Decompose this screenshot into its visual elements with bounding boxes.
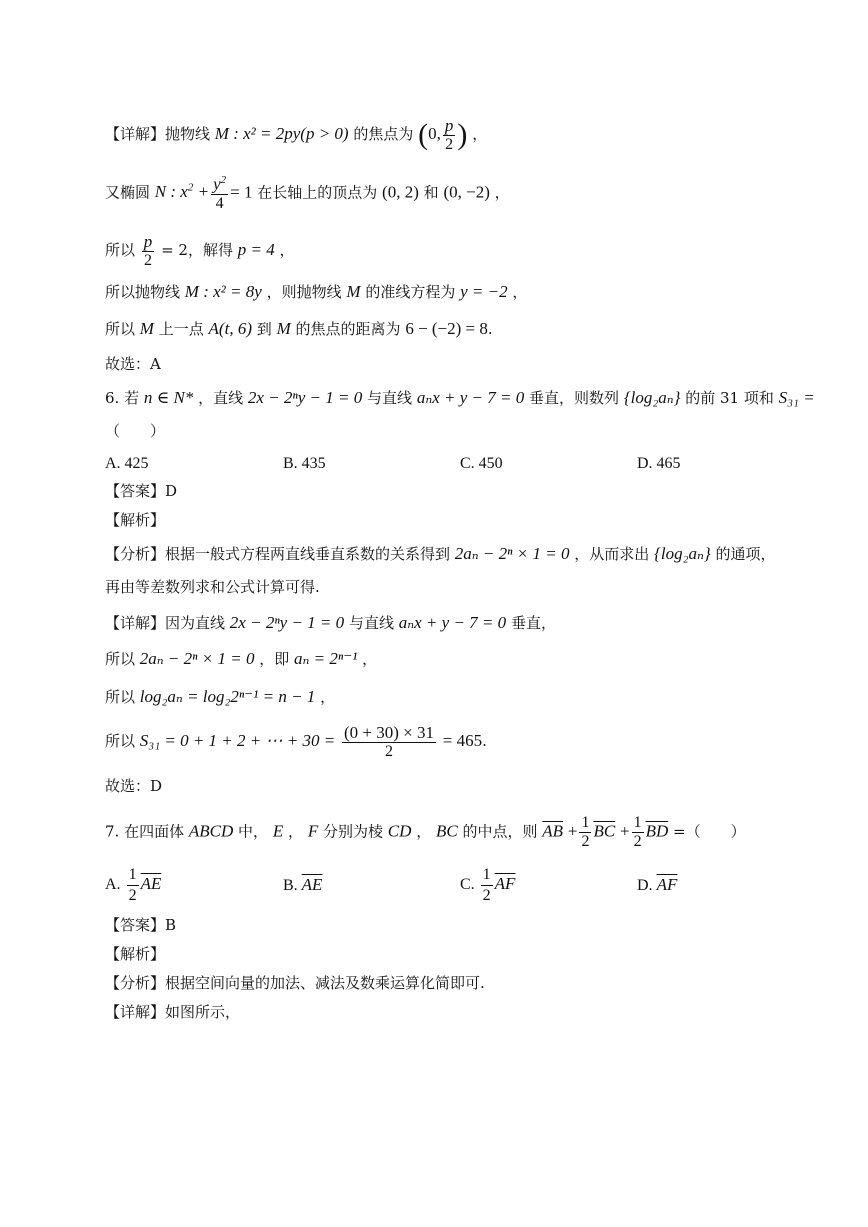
text: 上一点: [158, 320, 204, 338]
text: = 2，解得: [161, 241, 233, 259]
q6-detail-line2: [105, 650, 377, 667]
text: 的通项，: [715, 545, 776, 563]
q6-answer: 【答案】D: [105, 482, 178, 500]
text: .: [487, 320, 493, 338]
option-label: A.: [105, 876, 121, 894]
p-half-fraction: $\frac{p}{2}$: [143, 232, 153, 269]
perpendicular-condition: 2aₙ − 2ⁿ × 1 = 0: [454, 544, 570, 563]
q6-detail-line4: [105, 724, 487, 760]
text: ，即: [259, 650, 290, 668]
line-2-equation: aₙx + y − 7 = 0: [398, 613, 507, 632]
text: 分别为棱: [322, 822, 383, 841]
text: 【详解】因为直线: [105, 614, 226, 632]
q7-option-d: [637, 875, 677, 895]
point-f: F: [307, 821, 319, 841]
text: 与直线: [348, 614, 394, 632]
q6-detail-line3: [105, 688, 335, 705]
m-symbol: M: [276, 319, 291, 338]
line-2-equation: aₙx + y − 7 = 0: [416, 388, 525, 407]
q7-detail: 【详解】如图所示，: [105, 1003, 241, 1021]
text: 的前 31 项和: [685, 389, 774, 407]
text: ，: [416, 822, 432, 841]
text: ，从而求出: [574, 545, 650, 563]
text: 和: [423, 183, 439, 202]
sequence: {log₂aₙ}: [623, 388, 681, 407]
text: ，: [279, 241, 295, 259]
q7-analysis-title: 【解析】: [105, 945, 166, 963]
text: ，: [512, 283, 528, 301]
text: 中，: [238, 822, 269, 841]
text: 所以: [105, 688, 136, 706]
sum-symbol: S₃₁ =: [778, 388, 815, 407]
label: 所以: [105, 241, 136, 259]
tetrahedron: ABCD: [188, 821, 234, 841]
question-number: 6. 若: [105, 389, 140, 407]
focus-zero: 0,: [428, 124, 441, 143]
text: 所以: [105, 650, 136, 668]
q5-choice: 故选：A: [105, 355, 161, 373]
text: 【分析】根据一般式方程两直线垂直系数的关系得到: [105, 545, 451, 563]
q6-option-a: A. 425: [105, 455, 149, 472]
text: ，: [362, 650, 378, 668]
option-vector: $\overline{AE}$: [301, 875, 323, 894]
log-equation: log₂aₙ = log₂2ⁿ⁻¹ = n − 1: [139, 687, 316, 706]
label: 【详解】抛物线: [105, 125, 211, 143]
text: 到: [256, 320, 272, 338]
q6-option-c: C. 450: [460, 455, 503, 472]
m-symbol: M: [346, 282, 361, 301]
ellipse-fraction: $\frac{y^2}{4}$: [213, 174, 227, 212]
m-symbol: M: [139, 319, 154, 338]
edge-bc: BC: [435, 821, 458, 841]
text: ，则抛物线: [266, 283, 342, 301]
q6-stem: [105, 389, 815, 406]
half-fraction: $\frac{1}{2}$: [633, 814, 642, 850]
text: ，: [320, 688, 336, 706]
edge-cd: CD: [387, 821, 412, 841]
q6-option-b: B. 435: [283, 455, 326, 472]
q7-analysis: 【分析】根据空间向量的加法、减法及数乘运算化简即可.: [105, 974, 485, 992]
option-vector: $\overline{AF}$: [494, 874, 516, 894]
label: 所以: [105, 320, 136, 338]
text: ，: [494, 183, 510, 202]
q5-detail-line4: [105, 283, 527, 300]
condition: n ∈ N*: [143, 388, 194, 407]
q6-analysis-title: 【解析】: [105, 511, 166, 529]
option-label: C.: [460, 876, 475, 894]
text: =（ ）: [673, 822, 746, 841]
text: .: [482, 732, 487, 750]
option-label: B.: [283, 877, 298, 894]
q6-analysis: [105, 545, 775, 562]
sum-lhs: S₃₁ = 0 + 1 + 2 + ⋯ + 30 =: [139, 731, 336, 750]
text: 所以: [105, 732, 136, 750]
q6-option-d: D. 465: [637, 455, 681, 472]
vector-bd: $\overline{BD}$: [645, 821, 669, 841]
focus-fraction: $\frac{p}{2}$: [444, 116, 454, 153]
text: 的准线方程为: [365, 283, 456, 301]
paren-close: ): [457, 118, 468, 151]
text: ，直线: [198, 389, 244, 407]
text: 的中点，则: [462, 822, 538, 841]
text: 与直线: [367, 389, 413, 407]
text: 垂直，: [510, 614, 556, 632]
parabola-result: M : x² = 8y: [184, 282, 262, 301]
vertex-1: (0, 2): [382, 182, 419, 202]
text: 在长轴上的顶点为: [257, 183, 378, 202]
question-number: 7. 在四面体: [105, 822, 185, 841]
directrix: y = −2: [460, 282, 508, 301]
equation: 2aₙ − 2ⁿ × 1 = 0: [139, 649, 255, 668]
p-value: p = 4: [237, 240, 275, 259]
q6-paren: （ ）: [105, 422, 166, 440]
q5-detail-line5: [105, 320, 493, 337]
sum-fraction: $\frac{(0 + 30) \times 31}{2}$: [343, 723, 434, 760]
sequence: {log₂aₙ}: [654, 544, 711, 563]
result: aₙ = 2ⁿ⁻¹: [294, 649, 358, 668]
ellipse-eq-end: = 1: [230, 182, 253, 202]
point-a: A(t, 6): [208, 319, 252, 338]
option-vector: $\overline{AE}$: [140, 874, 162, 894]
line-1-equation: 2x − 2ⁿy − 1 = 0: [229, 613, 345, 632]
q7-option-b: [283, 875, 322, 895]
ellipse-equation: N : $x^2$ +: [154, 181, 210, 202]
text: ，: [472, 125, 488, 143]
label: 所以抛物线: [105, 283, 181, 301]
q5-detail-line2: [105, 175, 510, 212]
text: 的焦点为: [353, 125, 414, 143]
vector-bc: $\overline{BC}$: [593, 821, 616, 841]
q5-detail-line1: [105, 117, 487, 153]
label: 又椭圆: [105, 183, 151, 202]
sum-result: = 465: [442, 731, 483, 750]
vector-ab: $\overline{AB}$: [542, 821, 564, 841]
q6-choice: 故选：D: [105, 777, 163, 795]
q7-option-c: C. $\frac{1}{2}$ $\overline{AF}$: [460, 866, 516, 904]
option-vector: $\overline{AF}$: [656, 875, 678, 894]
half-fraction: $\frac{1}{2}$: [581, 814, 590, 850]
q6-analysis-cont: 再由等差数列求和公式计算可得.: [105, 578, 320, 596]
q5-detail-line3: [105, 233, 295, 269]
q7-option-a: A. $\frac{1}{2}$ $\overline{AE}$: [105, 866, 162, 904]
vertex-2: (0, −2): [443, 182, 490, 202]
paren-open: (: [418, 118, 429, 151]
option-label: D.: [637, 877, 653, 894]
line-1-equation: 2x − 2ⁿy − 1 = 0: [247, 388, 363, 407]
point-e: E: [272, 821, 284, 841]
q6-detail-line1: [105, 614, 556, 631]
q7-answer: 【答案】B: [105, 916, 177, 934]
distance-calc: 6 − (−2) = 8: [405, 319, 488, 338]
text: 垂直，则数列: [529, 389, 620, 407]
q7-stem: 7. 在四面体 ABCD 中， E ， F 分别为棱 CD ， BC 的中点，则 $\overline{AB}$ + $\frac{1}{2}$ $\overline{BC}$ + $\frac{1}{2}$ $\overline{BD}$ =（ ）: [105, 814, 746, 850]
parabola-equation: M : x² = 2py(p > 0): [214, 124, 349, 143]
text: 的焦点的距离为: [295, 320, 401, 338]
text: ，: [288, 822, 304, 841]
